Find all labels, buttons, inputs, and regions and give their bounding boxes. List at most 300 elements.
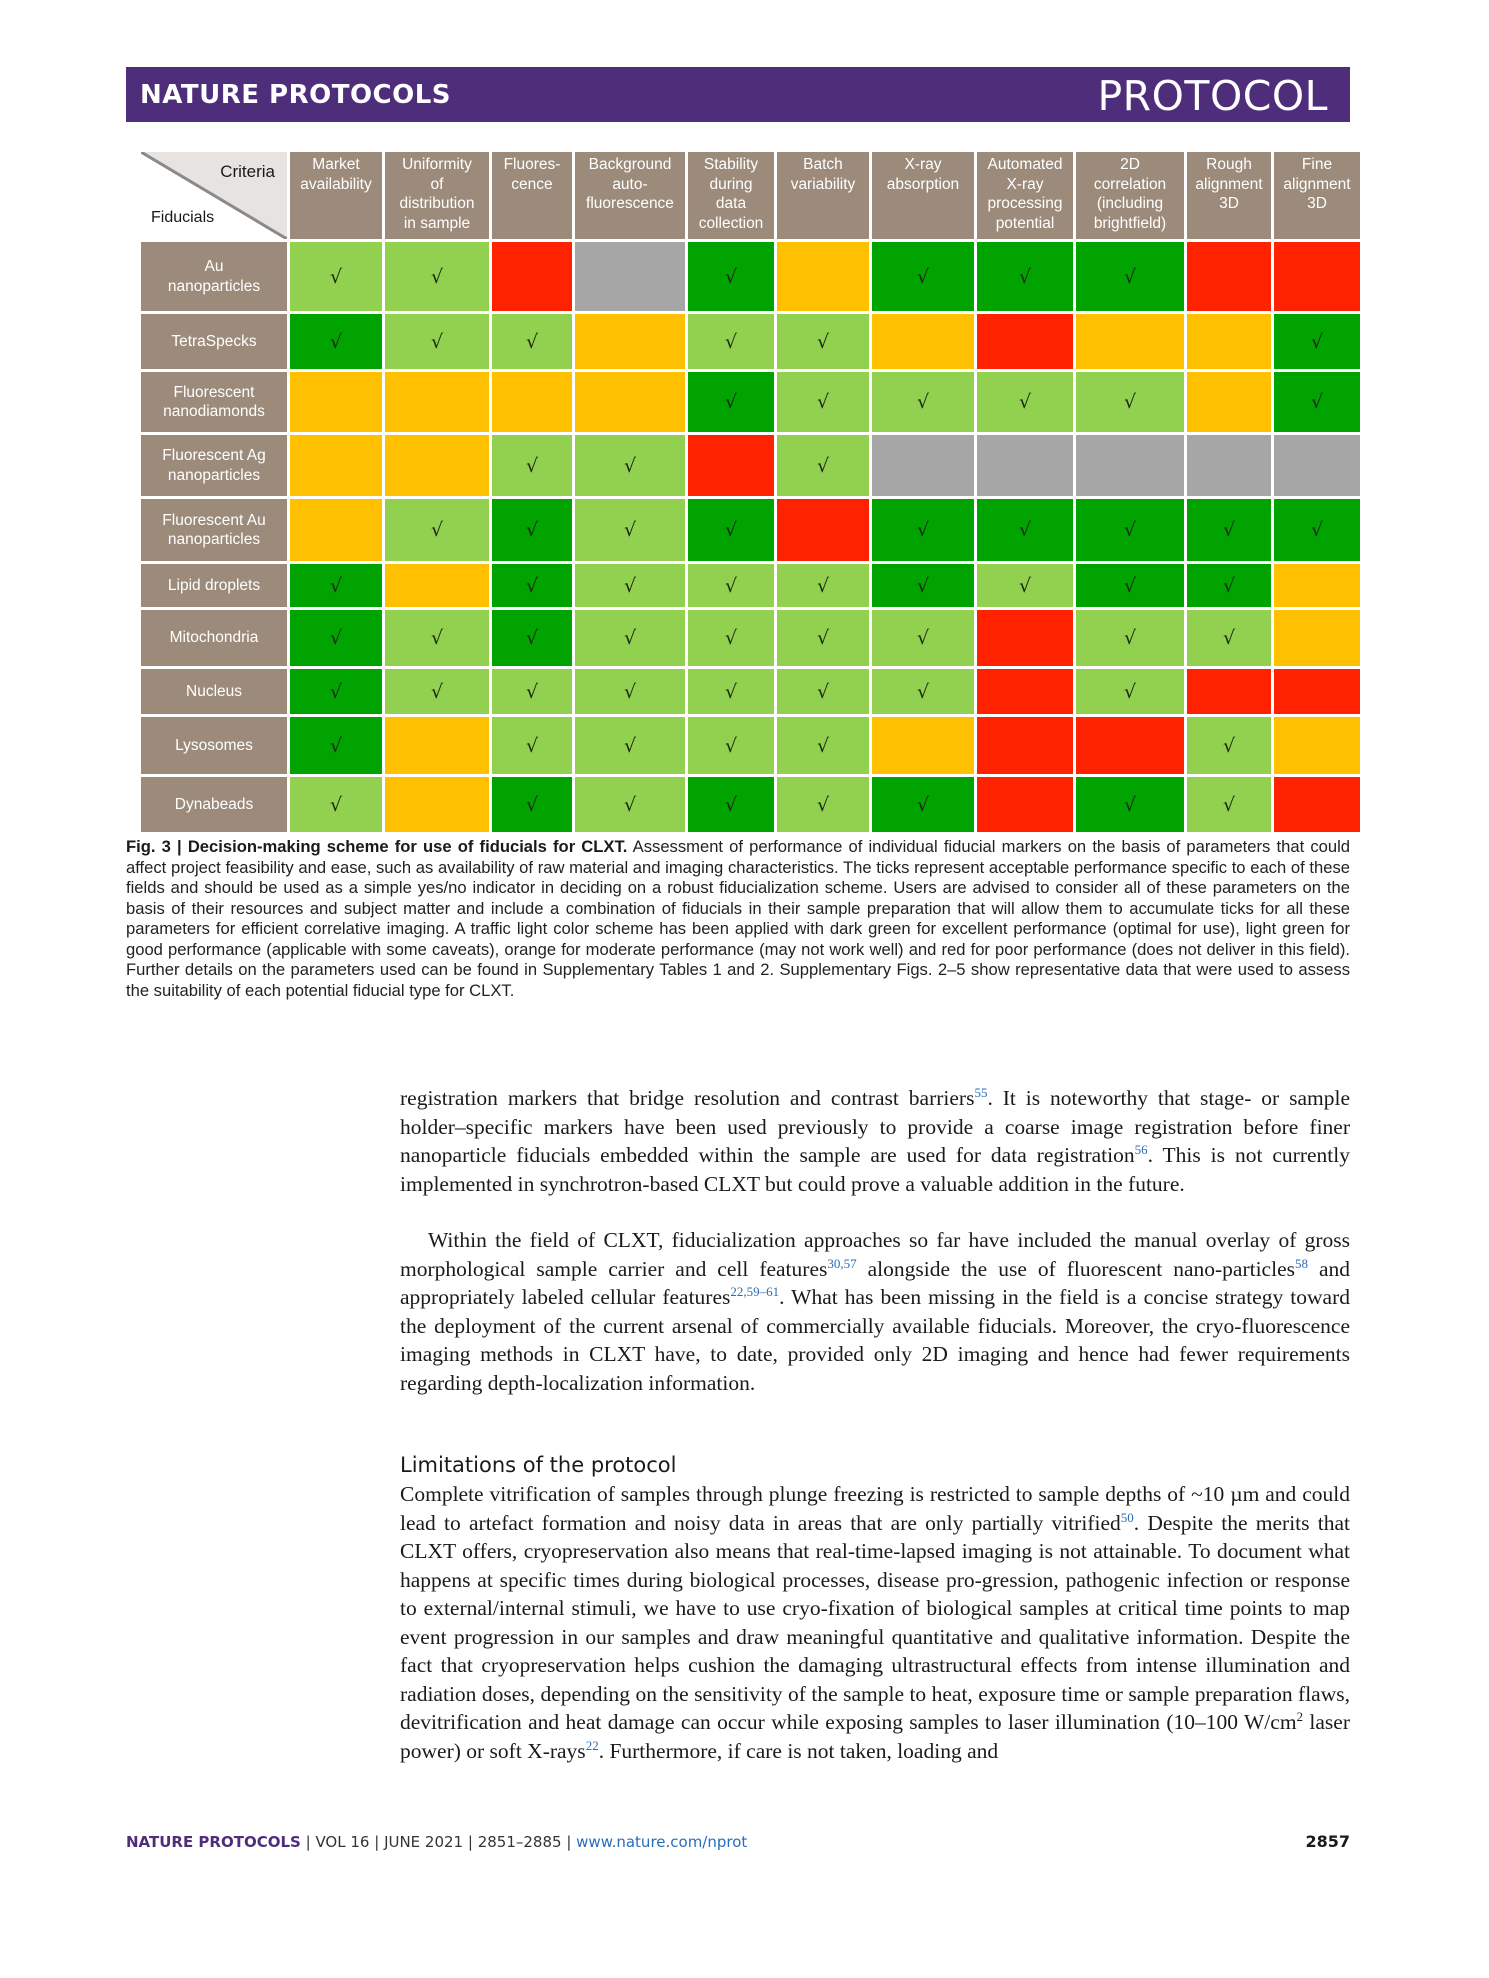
- rating-cell: [492, 564, 572, 607]
- tick-mark: √: [430, 627, 444, 649]
- tick-mark: √: [1123, 574, 1137, 597]
- rating-cell: [575, 564, 685, 607]
- rating-cell: [492, 669, 572, 714]
- column-header-line: 3D: [1307, 195, 1327, 212]
- tick-mark: √: [724, 391, 738, 413]
- rating-cell: [290, 242, 382, 311]
- rating-cell: [492, 717, 572, 774]
- rating-cell: [1187, 372, 1271, 432]
- citation-ref[interactable]: 56: [1134, 1141, 1148, 1157]
- rating-cell: [977, 372, 1073, 432]
- citation-ref[interactable]: 22: [585, 1737, 599, 1753]
- tick-mark: √: [816, 627, 830, 649]
- rating-cell: [688, 777, 774, 832]
- column-header: [872, 152, 974, 239]
- tick-mark: √: [1018, 519, 1032, 541]
- rating-cell: [492, 610, 572, 666]
- rating-cell: [688, 242, 774, 311]
- rating-cell: [1076, 717, 1184, 774]
- page-number: 2857: [1305, 1832, 1350, 1851]
- tick-mark: √: [916, 391, 930, 413]
- rating-cell: [777, 669, 869, 714]
- rating-cell: [688, 435, 774, 496]
- tick-mark: √: [1310, 330, 1324, 353]
- column-header-text: [791, 155, 856, 194]
- rating-cell: [385, 564, 489, 607]
- rating-cell: [290, 499, 382, 561]
- row-header: [141, 314, 287, 369]
- rating-cell: [1274, 372, 1360, 432]
- text-run: Complete vitrification of samples through plunge freezing is restricted to sample depths of ~10 µm and could lead to artefact formation and noisy data in areas that are only partially vitrified: [400, 1482, 1350, 1535]
- text-run: . Furthermore, if care is not taken, loading and: [598, 1738, 999, 1763]
- tick-mark: √: [329, 680, 343, 703]
- tick-mark: √: [916, 519, 930, 541]
- rating-cell: [1076, 499, 1184, 561]
- rating-cell: [385, 610, 489, 666]
- rating-cell: [1187, 314, 1271, 369]
- rating-cell: [385, 717, 489, 774]
- footer-volume: VOL 16: [315, 1833, 370, 1851]
- rating-cell: [492, 499, 572, 561]
- column-header: [777, 152, 869, 239]
- column-header-line: (including: [1096, 195, 1164, 212]
- column-header-line: 3D: [1219, 195, 1239, 212]
- tick-mark: √: [329, 734, 343, 757]
- rating-cell: [385, 314, 489, 369]
- tick-mark: √: [1222, 627, 1236, 649]
- rating-cell: [777, 242, 869, 311]
- row-header-line: Fluorescent: [173, 383, 255, 401]
- tick-mark: √: [525, 734, 539, 757]
- column-header: [290, 152, 382, 239]
- rating-cell: [492, 242, 572, 311]
- row-header: [141, 435, 287, 496]
- caption-text: Assessment of performance of individual fiducial markers on the basis of parameters that could affect project feasibility and ease, such as availability of raw material and imaging characteristics. The ticks represent acceptable performance specific to each of these fields and should be used as a simple yes/no indicator in deciding on a robust fiducialization scheme. Users are advised to consider all of these parameters on the basis of their resources and subject matter and include a combination of fiducials in their sample preparation that will allow them to accumulate ticks for all these parameters for efficient correlative imaging. A traffic light color scheme has been applied with dark green for excellent performance (optimal for use), light green for good performance (applicable with some caveats), orange for moderate performance (may not work well) and red for poor performance (does not deliver in this field). Further details on the parameters used can be found in Supplementary Tables 1 and 2. Supplementary Figs. 2–5 show representative data that were used to assess the suitability of each potential fiducial type for CLXT.: [126, 837, 1351, 1000]
- row-header-line: nanoparticles: [167, 531, 261, 548]
- tick-mark: √: [1123, 680, 1137, 703]
- column-header-line: absorption: [886, 175, 960, 193]
- citation-ref[interactable]: 58: [1294, 1255, 1308, 1271]
- table-corner-header: [141, 152, 287, 239]
- article-type: PROTOCOL: [1097, 72, 1328, 120]
- rating-cell: [777, 499, 869, 561]
- row-header: [141, 372, 287, 432]
- tick-mark: √: [329, 574, 343, 597]
- text-run: alongside the use of fluorescent nano-particles: [856, 1256, 1295, 1281]
- tick-mark: √: [724, 330, 738, 353]
- column-header-text: [1195, 155, 1262, 214]
- rating-cell: [1274, 499, 1360, 561]
- tick-mark: √: [623, 519, 637, 541]
- rating-cell: [290, 564, 382, 607]
- rating-cell: [872, 372, 974, 432]
- tick-mark: √: [525, 627, 539, 649]
- column-header: [1274, 152, 1360, 239]
- page-footer: [126, 1833, 747, 1851]
- tick-mark: √: [623, 734, 637, 757]
- rating-cell: [575, 777, 685, 832]
- footer-sep: |: [369, 1833, 385, 1851]
- tick-mark: √: [623, 454, 637, 477]
- tick-mark: √: [623, 627, 637, 649]
- superscript-2: 2: [1296, 1708, 1304, 1724]
- rating-cell: [977, 435, 1073, 496]
- column-header-text: [400, 155, 475, 233]
- rating-cell: [872, 777, 974, 832]
- journal-banner: [126, 67, 1350, 122]
- row-header-line: nanoparticles: [167, 466, 261, 484]
- column-header: [1187, 152, 1271, 239]
- row-header-line: nanodiamonds: [163, 403, 265, 420]
- rating-cell: [385, 777, 489, 832]
- rating-cell: [688, 499, 774, 561]
- column-header-line: Fluores-: [503, 156, 561, 173]
- rating-cell: [290, 372, 382, 432]
- rating-cell: [977, 610, 1073, 666]
- row-header-line: Dynabeads: [174, 795, 254, 813]
- column-header: [688, 152, 774, 239]
- column-header-text: [988, 155, 1063, 233]
- tick-mark: √: [816, 680, 830, 703]
- journal-name: NATURE PROTOCOLS: [140, 80, 452, 110]
- rating-cell: [977, 499, 1073, 561]
- tick-mark: √: [724, 574, 738, 597]
- footer-journal: NATURE PROTOCOLS: [126, 1833, 301, 1851]
- rating-cell: [1187, 242, 1271, 311]
- column-header: [977, 152, 1073, 239]
- tick-mark: √: [329, 330, 343, 353]
- text-run: . What has been missing in the field is a concise strategy toward the deployment of the current arsenal of commercially available fiducials. Moreover, the cryo-fluorescence imaging methods in CLXT have, to date, provided only 2D imaging and hence had fewer requirements regarding depth-localization information.: [400, 1285, 1350, 1395]
- tick-mark: √: [1310, 519, 1324, 541]
- rating-cell: [1187, 564, 1271, 607]
- tick-mark: √: [623, 793, 637, 816]
- row-header: [141, 499, 287, 561]
- footer-url[interactable]: www.nature.com/nprot: [576, 1833, 748, 1851]
- rating-cell: [777, 314, 869, 369]
- text-run: and appropriately labeled cellular features: [400, 1256, 1351, 1309]
- tick-mark: √: [1018, 391, 1032, 413]
- footer-sep: |: [300, 1833, 316, 1851]
- column-header-line: X-ray: [1006, 175, 1044, 193]
- tick-mark: √: [1123, 265, 1137, 288]
- row-header: [141, 669, 287, 714]
- rating-cell: [1076, 564, 1184, 607]
- rating-cell: [872, 499, 974, 561]
- rating-cell: [290, 669, 382, 714]
- row-header-text: [175, 736, 253, 756]
- rating-cell: [492, 777, 572, 832]
- rating-cell: [575, 314, 685, 369]
- text-run: laser power) or soft X-rays: [400, 1710, 1350, 1763]
- tick-mark: √: [816, 734, 830, 757]
- column-header-text: [699, 155, 764, 233]
- column-header-line: cence: [511, 175, 553, 193]
- row-header-line: Fluorescent Au: [162, 511, 266, 529]
- rating-cell: [1076, 610, 1184, 666]
- rating-cell: [688, 372, 774, 432]
- row-header: [141, 717, 287, 774]
- text-run: Within the field of CLXT, fiducialization approaches so far have included the manual overlay of gross morphological sample carrier and cell features: [400, 1228, 1350, 1281]
- rating-cell: [1187, 777, 1271, 832]
- rating-cell: [977, 242, 1073, 311]
- row-header-text: [186, 682, 242, 702]
- column-header-line: Rough: [1206, 156, 1252, 173]
- rating-cell: [1076, 777, 1184, 832]
- criteria-label: Criteria: [220, 162, 275, 181]
- column-header-line: in sample: [403, 214, 471, 232]
- tick-mark: √: [430, 265, 444, 288]
- rating-cell: [1076, 372, 1184, 432]
- text-run: . Despite the merits that CLXT offers, cryopreservation also means that real-time-lapsed imaging is not attainable. To document what happens at specific times during biological processes, disease pro-gression, pathogenic infection or response to external/internal stimuli, we have to use cryo-fixation of biological samples at critical time points to map event progression in our samples and draw meaningful quantitative and qualitative information. Despite the fact that cryopreservation helps cushion the damaging ultrastructural effects from intense illumination and radiation doses, depending on the sensitivity of the sample to heat, exposure time or sample preparation flaws, devitrification and heat damage can occur while exposing samples to laser illumination (10–100 W/cm: [400, 1510, 1350, 1734]
- tick-mark: √: [525, 454, 539, 477]
- tick-mark: √: [623, 680, 637, 703]
- section-heading: Limitations of the protocol: [400, 1453, 677, 1477]
- rating-cell: [290, 777, 382, 832]
- row-header-line: Nucleus: [186, 682, 242, 700]
- rating-cell: [1187, 717, 1271, 774]
- column-header-text: [1094, 155, 1166, 233]
- row-header-text: [162, 446, 265, 485]
- rating-cell: [688, 610, 774, 666]
- tick-mark: √: [916, 574, 930, 597]
- tick-mark: √: [724, 627, 738, 649]
- tick-mark: √: [816, 330, 830, 353]
- tick-mark: √: [724, 793, 738, 816]
- rating-cell: [492, 314, 572, 369]
- tick-mark: √: [1310, 391, 1324, 413]
- text-run: registration markers that bridge resolution and contrast barriers: [400, 1086, 975, 1110]
- rating-cell: [1076, 669, 1184, 714]
- tick-mark: √: [816, 574, 830, 597]
- row-header: [141, 610, 287, 666]
- column-header-line: X-ray: [904, 156, 942, 173]
- tick-mark: √: [525, 519, 539, 541]
- tick-mark: √: [816, 391, 830, 413]
- column-header-line: of: [430, 175, 444, 193]
- column-header-line: Automated: [987, 156, 1063, 173]
- column-header-text: [300, 155, 372, 194]
- rating-cell: [575, 499, 685, 561]
- rating-cell: [1274, 669, 1360, 714]
- tick-mark: √: [1123, 391, 1137, 413]
- tick-mark: √: [525, 330, 539, 353]
- body-paragraph-3: [400, 1480, 1350, 1765]
- column-header-text: [504, 155, 561, 194]
- row-header-text: [168, 257, 260, 296]
- tick-mark: √: [816, 793, 830, 816]
- rating-cell: [977, 314, 1073, 369]
- rating-cell: [688, 314, 774, 369]
- column-header-line: Uniformity: [402, 156, 472, 173]
- row-header-text: [171, 332, 256, 352]
- rating-cell: [575, 435, 685, 496]
- rating-cell: [1076, 435, 1184, 496]
- rating-cell: [1274, 777, 1360, 832]
- column-header-line: 2D: [1120, 156, 1140, 173]
- column-header-line: Fine: [1301, 156, 1333, 173]
- rating-cell: [1274, 242, 1360, 311]
- column-header: [385, 152, 489, 239]
- tick-mark: √: [916, 680, 930, 703]
- rating-cell: [872, 564, 974, 607]
- footer-date: JUNE 2021: [384, 1833, 464, 1851]
- rating-cell: [1187, 610, 1271, 666]
- rating-cell: [1274, 314, 1360, 369]
- rating-cell: [777, 435, 869, 496]
- column-header-line: Batch: [803, 156, 843, 173]
- citation-ref[interactable]: 55: [974, 1084, 988, 1100]
- row-header-text: [170, 628, 259, 648]
- column-header: [1076, 152, 1184, 239]
- rating-cell: [688, 717, 774, 774]
- text-run: . It is noteworthy that stage- or sample holder–specific markers have been used previously to provide a coarse image registration before finer nanoparticle fiducials embedded within the sample are used for data registration: [400, 1086, 1350, 1167]
- rating-cell: [1187, 499, 1271, 561]
- rating-cell: [872, 435, 974, 496]
- tick-mark: √: [1018, 265, 1032, 288]
- tick-mark: √: [1222, 793, 1236, 816]
- tick-mark: √: [329, 265, 343, 288]
- row-header-line: Lipid droplets: [167, 576, 261, 594]
- rating-cell: [977, 777, 1073, 832]
- column-header-line: correlation: [1093, 175, 1167, 193]
- tick-mark: √: [525, 574, 539, 597]
- rating-cell: [777, 610, 869, 666]
- rating-cell: [385, 242, 489, 311]
- text-run: . This is not currently implemented in synchrotron-based CLXT but could prove a valuable addition in the future.: [400, 1143, 1350, 1196]
- tick-mark: √: [623, 574, 637, 597]
- citation-ref[interactable]: 30,57: [827, 1255, 857, 1271]
- rating-cell: [872, 717, 974, 774]
- rating-cell: [575, 669, 685, 714]
- rating-cell: [1187, 669, 1271, 714]
- tick-mark: √: [1222, 574, 1236, 597]
- fiducial-decision-table: [141, 152, 1351, 818]
- rating-cell: [1274, 435, 1360, 496]
- rating-cell: [492, 372, 572, 432]
- rating-cell: [688, 564, 774, 607]
- row-header: [141, 777, 287, 832]
- rating-cell: [872, 242, 974, 311]
- rating-cell: [385, 435, 489, 496]
- column-header-line: variability: [790, 175, 856, 193]
- tick-mark: √: [1018, 574, 1032, 597]
- rating-cell: [1187, 435, 1271, 496]
- rating-cell: [977, 564, 1073, 607]
- row-header-text: [163, 383, 265, 422]
- citation-ref[interactable]: 50: [1120, 1509, 1134, 1525]
- rating-cell: [492, 435, 572, 496]
- row-header-line: Lysosomes: [175, 736, 253, 754]
- row-header-text: [175, 795, 253, 815]
- row-header-line: nanoparticles: [167, 277, 261, 295]
- tick-mark: √: [816, 454, 830, 477]
- tick-mark: √: [430, 519, 444, 541]
- column-header-line: brightfield): [1093, 214, 1167, 232]
- rating-cell: [575, 717, 685, 774]
- tick-mark: √: [724, 680, 738, 703]
- column-header: [492, 152, 572, 239]
- column-header: [575, 152, 685, 239]
- column-header-line: Background: [588, 156, 672, 173]
- column-header-line: Stability: [703, 156, 759, 173]
- column-header-line: collection: [698, 214, 764, 232]
- row-header-line: Fluorescent Ag: [162, 447, 266, 464]
- rating-cell: [290, 314, 382, 369]
- body-paragraph-1: [400, 1084, 1350, 1198]
- column-header-line: during: [709, 175, 753, 193]
- rating-cell: [290, 717, 382, 774]
- rating-cell: [1274, 610, 1360, 666]
- tick-mark: √: [430, 680, 444, 703]
- rating-cell: [977, 717, 1073, 774]
- body-paragraph-2: [400, 1226, 1350, 1397]
- column-header-line: auto-: [612, 175, 648, 193]
- rating-cell: [1274, 564, 1360, 607]
- tick-mark: √: [724, 519, 738, 541]
- column-header-text: [1283, 155, 1350, 214]
- rating-cell: [290, 435, 382, 496]
- rating-cell: [1274, 717, 1360, 774]
- rating-cell: [575, 242, 685, 311]
- tick-mark: √: [430, 330, 444, 353]
- column-header-line: potential: [995, 214, 1055, 232]
- column-header-line: Market: [312, 156, 360, 173]
- tick-mark: √: [329, 793, 343, 816]
- rating-cell: [575, 372, 685, 432]
- footer-pages: 2851–2885: [477, 1833, 562, 1851]
- fiducials-label: Fiducials: [151, 209, 215, 226]
- row-header: [141, 242, 287, 311]
- citation-ref[interactable]: 22,59–61: [730, 1283, 780, 1299]
- rating-cell: [872, 669, 974, 714]
- row-header-text: [168, 576, 260, 596]
- rating-cell: [977, 669, 1073, 714]
- tick-mark: √: [329, 627, 343, 649]
- footer-sep: |: [561, 1833, 577, 1851]
- column-header-line: alignment: [1283, 175, 1351, 193]
- rating-cell: [872, 610, 974, 666]
- rating-cell: [777, 777, 869, 832]
- row-header-line: TetraSpecks: [171, 332, 257, 350]
- tick-mark: √: [1123, 793, 1137, 816]
- rating-cell: [777, 564, 869, 607]
- tick-mark: √: [724, 265, 738, 288]
- tick-mark: √: [1123, 519, 1137, 541]
- column-header-text: [887, 155, 959, 194]
- tick-mark: √: [724, 734, 738, 757]
- rating-cell: [1076, 242, 1184, 311]
- figure-caption: [126, 837, 1350, 1001]
- column-header-line: fluorescence: [586, 195, 674, 212]
- column-header-text: [586, 155, 674, 214]
- column-header-line: processing: [987, 195, 1063, 212]
- rating-cell: [1076, 314, 1184, 369]
- caption-label: Fig. 3 | Decision-making scheme for use of fiducials for CLXT.: [126, 837, 628, 856]
- row-header-line: Au: [204, 258, 224, 275]
- tick-mark: √: [1222, 734, 1236, 757]
- footer-sep: |: [463, 1833, 478, 1851]
- tick-mark: √: [916, 627, 930, 649]
- tick-mark: √: [525, 793, 539, 816]
- row-header-text: [162, 511, 265, 550]
- tick-mark: √: [525, 680, 539, 703]
- tick-mark: √: [916, 793, 930, 816]
- tick-mark: √: [1222, 519, 1236, 541]
- column-header-line: distribution: [399, 195, 475, 212]
- column-header-line: data: [715, 195, 747, 212]
- rating-cell: [777, 372, 869, 432]
- rating-cell: [777, 717, 869, 774]
